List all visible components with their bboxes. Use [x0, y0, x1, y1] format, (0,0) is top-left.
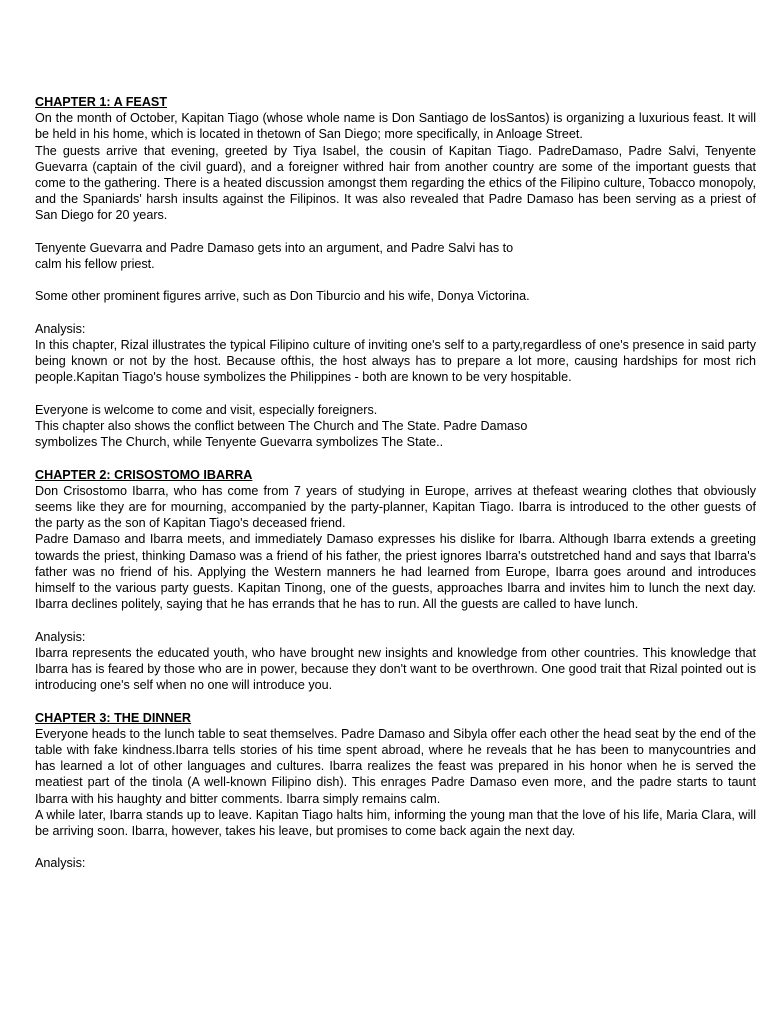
- chapter-3-heading: CHAPTER 3: THE DINNER: [35, 710, 192, 725]
- chapter-2-heading: CHAPTER 2: CRISOSTOMO IBARRA: [35, 467, 253, 482]
- chapter-1-paragraph-3a: Tenyente Guevarra and Padre Damaso gets into an argument, and Padre Salvi has to: [35, 240, 514, 255]
- chapter-2-analysis: Ibarra represents the educated youth, who have brought new insights and knowledge from other countries. This knowledge that Ibarra has is feared by those who are in power, because they don't want to be overthrown. One good trait that Rizal pointed out is introducing one's self when no one will introduce you.: [35, 645, 756, 693]
- spacer: [35, 839, 756, 855]
- spacer: [35, 272, 756, 288]
- chapter-1-paragraph-4: Some other prominent figures arrive, such as Don Tiburcio and his wife, Donya Victorina.: [35, 289, 530, 304]
- spacer: [35, 386, 756, 402]
- chapter-3-analysis-label: Analysis:: [35, 856, 86, 871]
- chapter-3-paragraph-2: A while later, Ibarra stands up to leave. Kapitan Tiago halts him, informing the young man that the love of his life, Maria Clara, will be arriving soon. Ibarra, however, takes his leave, but promises to come back again the next day.: [35, 807, 756, 839]
- spacer: [35, 450, 756, 466]
- chapter-1-paragraph-3b: calm his fellow priest.: [35, 257, 155, 272]
- chapter-1-analysis-line-2: Everyone is welcome to come and visit, especially foreigners.: [35, 402, 378, 417]
- chapter-1-analysis-label: Analysis:: [35, 321, 86, 336]
- chapter-2-analysis-label: Analysis:: [35, 629, 86, 644]
- chapter-1-paragraph-1: On the month of October, Kapitan Tiago (whose whole name is Don Santiago de losSantos) is organizing a luxurious feast. It will be held in his home, which is located in thetown of San Diego; more specifically, in Anloage Street.: [35, 111, 756, 142]
- chapter-2-paragraph-2: Padre Damaso and Ibarra meets, and immediately Damaso expresses his dislike for Ibarra. Although Ibarra extends a greeting towards the priest, thinking Damaso was a friend of his father, the priest ignores Ibarra's outstretched hand and says that Ibarra's father was no friend of his. Applying the Western manners he had learned from Europe, Ibarra goes around and introduces himself to the various party guests. Kapitan Tinong, one of the guests, approaches Ibarra and invites him to lunch the next day. Ibarra declines politely, saying that he has errands that he has to run. All the guests are called to have lunch.: [35, 532, 756, 612]
- spacer: [35, 305, 756, 321]
- chapter-2-paragraph-1: Don Crisostomo Ibarra, who has come from 7 years of studying in Europe, arrives at thefeast wearing clothes that obviously seems like they are for mourning, accompanied by the party-planner, Kapitan Tiago. Ibarra is introduced to the other guests of the party as the son of Kapitan Tiago's deceased friend.: [35, 483, 756, 531]
- spacer: [35, 224, 756, 240]
- chapter-1-paragraph-2: The guests arrive that evening, greeted by Tiya Isabel, the cousin of Kapitan Tiago. PadreDamaso, Padre Salvi, Tenyente Guevarra (captain of the civil guard), and a foreigner withred hair from another country are some of the important guests that come to the gathering. There is a heated discussion amongst them regarding the ethics of the Filipino culture, Tobacco monopoly, and the Spaniards' harsh insults against the Filipinos. It was also revealed that Padre Damaso has been serving as a priest of San Diego for 20 years.: [35, 143, 756, 223]
- spacer: [35, 693, 756, 709]
- chapter-3-paragraph-1: Everyone heads to the lunch table to seat themselves. Padre Damaso and Sibyla offer each other the head seat by the end of the table with fake kindness.Ibarra tells stories of his time spent abroad, where he reveals that he has been to manycountries and has learned a lot of other languages and cultures. Ibarra realizes the feast was prepared in his honor when he is served the meatiest part of the tinola (A well-known Filipino dish). This enrages Padre Damaso even more, and the padre starts to taunt Ibarra with his haughty and bitter comments. Ibarra simply remains calm.: [35, 726, 756, 806]
- chapter-1-analysis: In this chapter, Rizal illustrates the typical Filipino culture of inviting one's self to a party,regardless of one's presence in said party being known or not by the host. Because ofthis, the host always has to prepare a lot more, causing hardships for most rich people.Kapitan Tiago's house symbolizes the Philippines - both are known to be very hospitable.: [35, 338, 756, 385]
- chapter-1-analysis-line-4: symbolizes The Church, while Tenyente Guevarra symbolizes The State..: [35, 435, 444, 450]
- chapter-1-analysis-line-3: This chapter also shows the conflict between The Church and The State. Padre Damaso: [35, 419, 528, 433]
- chapter-1-heading: CHAPTER 1: A FEAST: [35, 95, 168, 109]
- spacer: [35, 612, 756, 628]
